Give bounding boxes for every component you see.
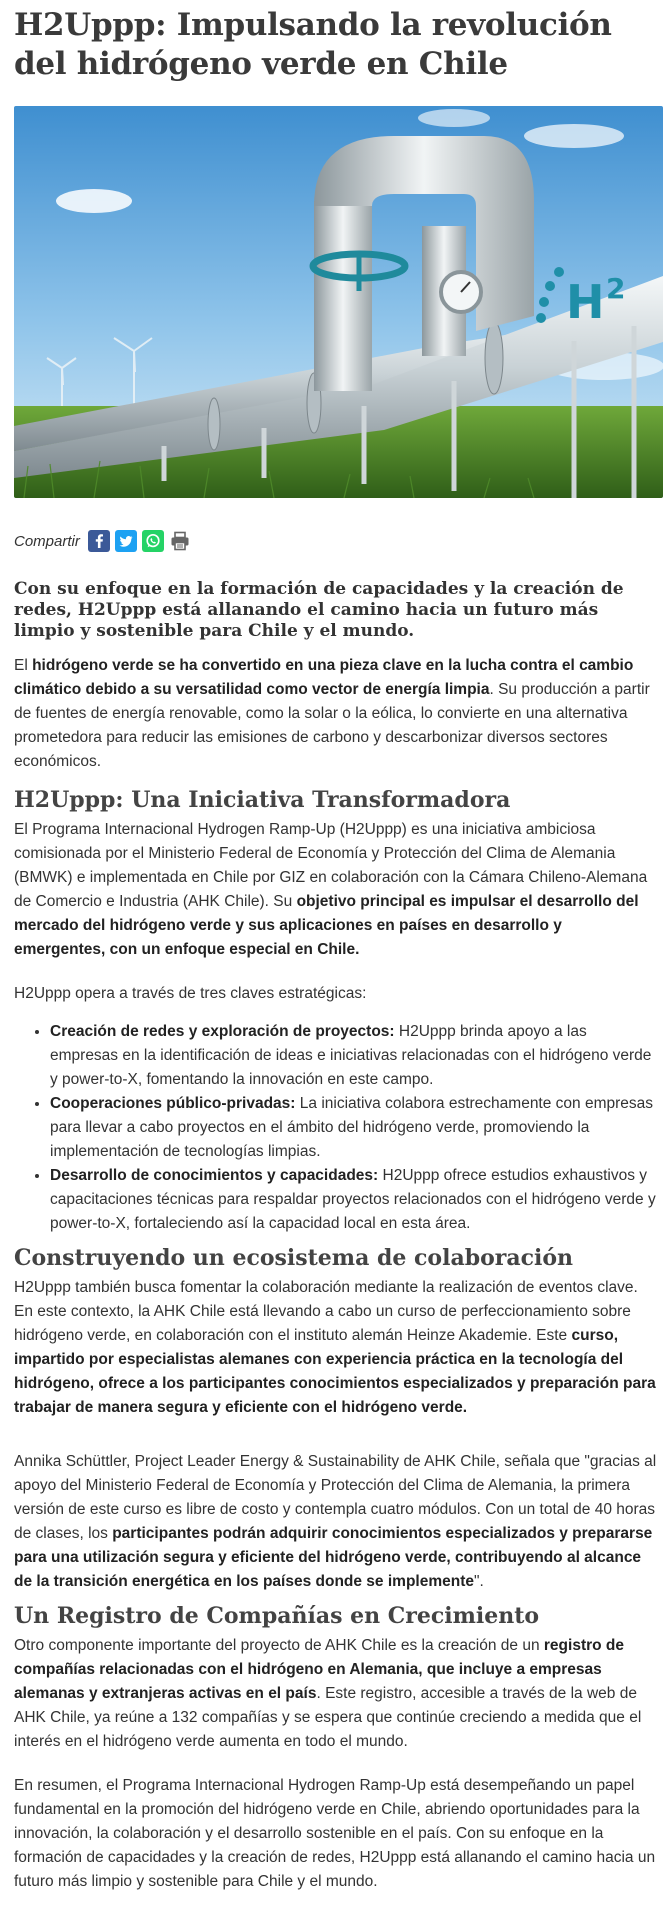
print-icon[interactable] xyxy=(169,530,191,552)
registry-text-1: Otro componente importante del proyecto de AHK Chile es la creación de un xyxy=(14,1637,544,1654)
share-label: Compartir xyxy=(14,532,80,550)
ecosystem-text-1: H2Uppp también busca fomentar la colaboración mediante la realización de eventos clave. En este contexto, la AHK Chile está llevando a cabo un curso de perfeccionamiento sobre hidrógeno verde, en colaboración con el instituto alemán Heinze Akademie. Este xyxy=(14,1279,638,1344)
quote-text-2: ". xyxy=(474,1573,484,1590)
section-heading-registry: Un Registro de Compañías en Crecimiento xyxy=(14,1603,540,1629)
list-item xyxy=(50,1020,657,1092)
registry-paragraph xyxy=(14,1634,657,1754)
list-item-text: H2Uppp brinda apoyo a las empresas en la identificación de ideas e iniciativas relacionadas con el hidrógeno verde y power-to-X, fomentando la innovación en este campo. xyxy=(50,1023,652,1088)
strategies-list xyxy=(14,1020,657,1236)
h2-label: H xyxy=(566,275,605,329)
whatsapp-icon[interactable] xyxy=(142,530,164,552)
ecosystem-paragraph xyxy=(14,1276,657,1420)
article-lead: Con su enfoque en la formación de capacidades y la creación de redes, H2Uppp está allanando el camino hacia un futuro más limpio y sostenible para Chile y el mundo. xyxy=(14,579,624,641)
quote-bold-1: participantes podrán adquirir conocimientos especializados y prepararse para una utilización segura y eficiente del hidrógeno verde, contribuyendo al alcance de la transición energética en los países donde se implemente xyxy=(14,1525,653,1590)
intro-text-2: . Su producción a partir de fuentes de energía renovable, como la solar o la eólica, lo convierte en una alternativa prometedora para reducir las emisiones de carbono y descarbonizar diversos sectores económicos. xyxy=(14,681,650,770)
share-bar xyxy=(14,528,657,554)
summary-paragraph: En resumen, el Programa Internacional Hydrogen Ramp-Up está desempeñando un papel fundamental en la promoción del hidrógeno verde en Chile, abriendo oportunidades para la innovación, la colaboración y el desarrollo sostenible en el país. Con su enfoque en la formación de capacidades y la creación de redes, H2Uppp está allanando el camino hacia un futuro más limpio y sostenible para Chile y el mundo. xyxy=(14,1777,656,1890)
article-title: H2Uppp: Impulsando la revolución del hidrógeno verde en Chile xyxy=(14,7,612,82)
initiative-text-1: El Programa Internacional Hydrogen Ramp-Up (H2Uppp) es una iniciativa ambiciosa comisionada por el Ministerio Federal de Economía y Protección del Clima de Alemania (BMWK) e implementada en Chile por GIZ en colaboración con la Cámara Chileno-Alemana de Comercio e Industria (AHK Chile). Su xyxy=(14,821,648,910)
registry-bold-1: registro de compañías relacionadas con el hidrógeno en Alemania, que incluye a empresas alemanas y extranjeras activas en el país xyxy=(14,1637,624,1702)
strategies-intro: H2Uppp opera a través de tres claves estratégicas: xyxy=(14,985,367,1002)
twitter-icon[interactable] xyxy=(115,530,137,552)
list-item xyxy=(50,1092,657,1164)
intro-paragraph xyxy=(14,654,657,774)
facebook-icon[interactable] xyxy=(88,530,110,552)
list-item-text: La iniciativa colabora estrechamente con empresas para llevar a cabo proyectos en el ámbito del hidrógeno verde, promoviendo la implementación de tecnologías limpias. xyxy=(50,1095,654,1160)
ecosystem-bold-1: curso, impartido por especialistas alemanes con experiencia práctica en la tecnología del hidrógeno, ofrece a los participantes conocimientos especializados y preparación para trabajar de manera segura y eficiente con el hidrógeno verde. xyxy=(14,1327,656,1416)
section-heading-ecosystem: Construyendo un ecosistema de colaboración xyxy=(14,1245,574,1271)
registry-text-2: . Este registro, accesible a través de la web de AHK Chile, ya reúne a 132 compañías y se espera que continúe creciendo a medida que el interés en el hidrógeno verde aumenta en todo el mundo. xyxy=(14,1685,642,1750)
quote-text-1: Annika Schüttler, Project Leader Energy & Sustainability de AHK Chile, señala que "gracias al apoyo del Ministerio Federal de Economía y Protección del Clima de Alemania, la primera versión de este curso es libre de costo y contempla cuatro módulos. Con un total de 40 horas de clases, los xyxy=(14,1453,657,1542)
intro-text-1: El xyxy=(14,657,33,674)
list-item-bold: Desarrollo de conocimientos y capacidades: xyxy=(50,1167,379,1184)
list-item xyxy=(50,1164,657,1236)
initiative-paragraph xyxy=(14,818,657,962)
list-item-bold: Creación de redes y exploración de proyectos: xyxy=(50,1023,395,1040)
list-item-bold: Cooperaciones público-privadas: xyxy=(50,1095,296,1112)
hydrogen-pipeline-illustration xyxy=(14,106,663,498)
hero-image xyxy=(14,106,663,498)
initiative-bold-1: objetivo principal es impulsar el desarrollo del mercado del hidrógeno verde y sus aplicaciones en países en desarrollo y emergentes, con un enfoque especial en Chile. xyxy=(14,893,639,958)
list-item-text: H2Uppp ofrece estudios exhaustivos y capacitaciones técnicas para respaldar proyectos relacionados con el hidrógeno verde y power-to-X, fortaleciendo así la capacidad local en esta área. xyxy=(50,1167,656,1232)
intro-bold-1: hidrógeno verde se ha convertido en una pieza clave en la lucha contra el cambio climático debido a su versatilidad como vector de energía limpia xyxy=(14,657,634,698)
quote-paragraph xyxy=(14,1450,657,1594)
section-heading-initiative: H2Uppp: Una Iniciativa Transformadora xyxy=(14,787,511,813)
h2-subscript: 2 xyxy=(606,272,626,305)
